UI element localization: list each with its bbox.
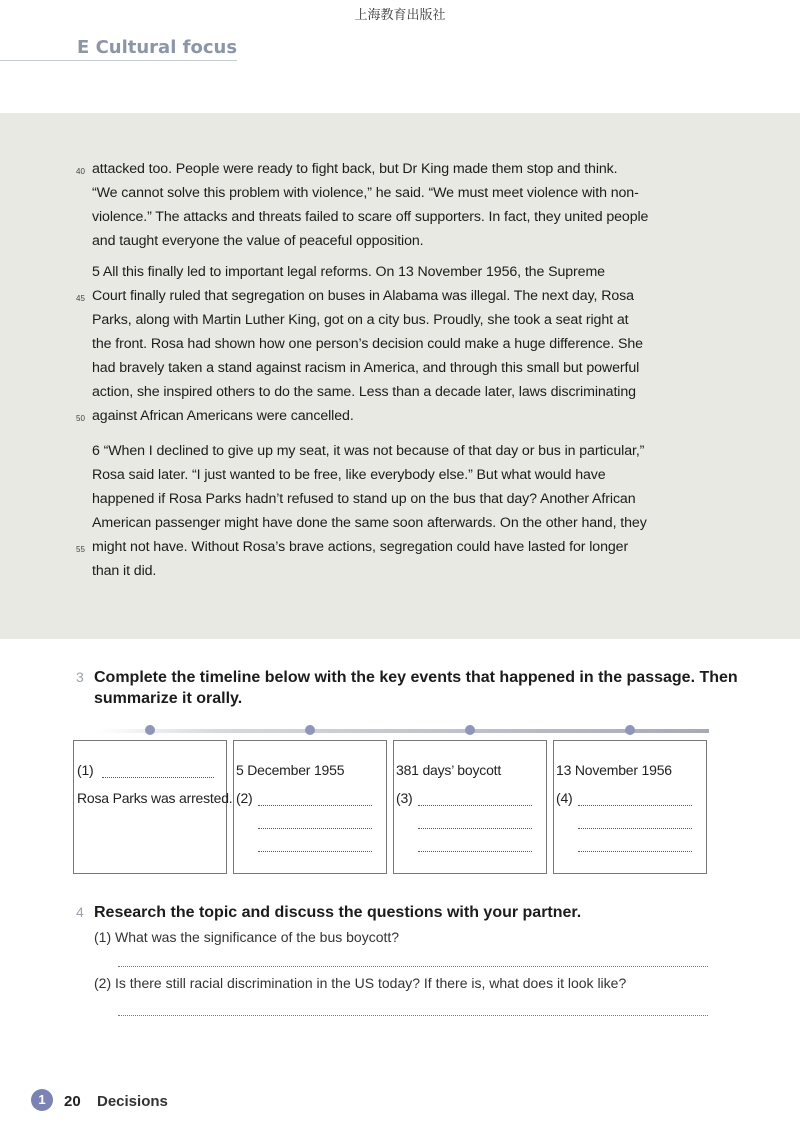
page-number: 20 — [64, 1093, 81, 1110]
timeline-dot — [465, 725, 475, 735]
task-instruction: Research the topic and discuss the questions with your partner. — [94, 904, 582, 921]
publisher-name: 上海教育出版社 — [354, 8, 446, 23]
passage-line: and taught everyone the value of peaceful opposition. — [92, 233, 424, 249]
discussion-question: (2) Is there still racial discrimination in the US today? If there is, what does it look like? — [94, 975, 627, 991]
answer-line[interactable] — [118, 966, 708, 967]
timeline-box-label: 5 December 1955 — [236, 762, 345, 778]
answer-blank[interactable] — [258, 851, 372, 852]
timeline-dot — [625, 725, 635, 735]
answer-blank[interactable] — [102, 777, 214, 778]
discussion-question: (1) What was the significance of the bus boycott? — [94, 929, 400, 945]
passage-line: 5 All this finally led to important legal reforms. On 13 November 1956, the Supreme — [92, 264, 605, 280]
answer-blank[interactable] — [578, 828, 692, 829]
task-instruction: Complete the timeline below with the key events that happened in the passage. Then — [94, 669, 738, 686]
section-title-rule — [0, 60, 237, 61]
answer-line[interactable] — [118, 1015, 708, 1016]
passage-line: American passenger might have done the same soon afterwards. On the other hand, they — [92, 515, 647, 531]
passage-line: Parks, along with Martin Luther King, got on a city bus. Proudly, she took a seat right at — [92, 312, 629, 328]
timeline-dot — [145, 725, 155, 735]
task-instruction: summarize it orally. — [94, 690, 243, 707]
task-number: 3 — [76, 669, 84, 685]
passage-line: Court finally ruled that segregation on buses in Alabama was illegal. The next day, Rosa — [92, 288, 634, 304]
passage-line: attacked too. People were ready to fight back, but Dr King made them stop and think. — [92, 161, 618, 177]
timeline-dot — [305, 725, 315, 735]
task-number: 4 — [76, 904, 84, 920]
passage-line: might not have. Without Rosa’s brave actions, segregation could have lasted for longer — [92, 539, 629, 555]
timeline-box-label: 13 November 1956 — [556, 762, 672, 778]
timeline-box-label: (3) — [396, 790, 413, 806]
passage-line: had bravely taken a stand against racism in America, and through this small but powerful — [92, 360, 640, 376]
timeline-box — [73, 740, 233, 874]
passage-line: 6 “When I declined to give up my seat, it was not because of that day or bus in particular,” — [92, 443, 645, 459]
timeline-box-label: (2) — [236, 790, 253, 806]
section-title: E Cultural focus — [77, 37, 238, 58]
answer-blank[interactable] — [258, 805, 372, 806]
passage-line: Rosa said later. “I just wanted to be free, like everybody else.” But what would have — [92, 467, 606, 483]
timeline-box — [553, 740, 707, 874]
timeline-box-label: (4) — [556, 790, 573, 806]
unit-badge: 1 — [31, 1089, 53, 1111]
line-number: 40 — [76, 167, 85, 176]
answer-blank[interactable] — [258, 828, 372, 829]
line-number: 55 — [76, 545, 85, 554]
passage-line: “We cannot solve this problem with violence,” he said. “We must meet violence with non- — [92, 185, 639, 201]
unit-title: Decisions — [97, 1093, 168, 1110]
answer-blank[interactable] — [578, 851, 692, 852]
line-number: 50 — [76, 414, 85, 423]
passage-line: against African Americans were cancelled. — [92, 408, 354, 424]
passage-line: happened if Rosa Parks hadn’t refused to stand up on the bus that day? Another African — [92, 491, 636, 507]
timeline-axis — [97, 729, 709, 733]
passage-line: violence.” The attacks and threats failed to scare off supporters. In fact, they united people — [92, 209, 649, 225]
answer-blank[interactable] — [578, 805, 692, 806]
timeline-box — [393, 740, 547, 874]
timeline-box-text: Rosa Parks was arrested. — [77, 790, 233, 806]
answer-blank[interactable] — [418, 851, 532, 852]
line-number: 45 — [76, 294, 85, 303]
answer-blank[interactable] — [418, 805, 532, 806]
passage-line: than it did. — [92, 563, 157, 579]
timeline-box-label: 381 days’ boycott — [396, 762, 502, 778]
passage-panel — [0, 113, 800, 639]
timeline-box-label: (1) — [77, 762, 94, 778]
timeline-box — [233, 740, 387, 874]
answer-blank[interactable] — [418, 828, 532, 829]
passage-line: the front. Rosa had shown how one person’s decision could make a huge difference. She — [92, 336, 643, 352]
passage-line: action, she inspired others to do the same. Less than a decade later, laws discriminating — [92, 384, 636, 400]
